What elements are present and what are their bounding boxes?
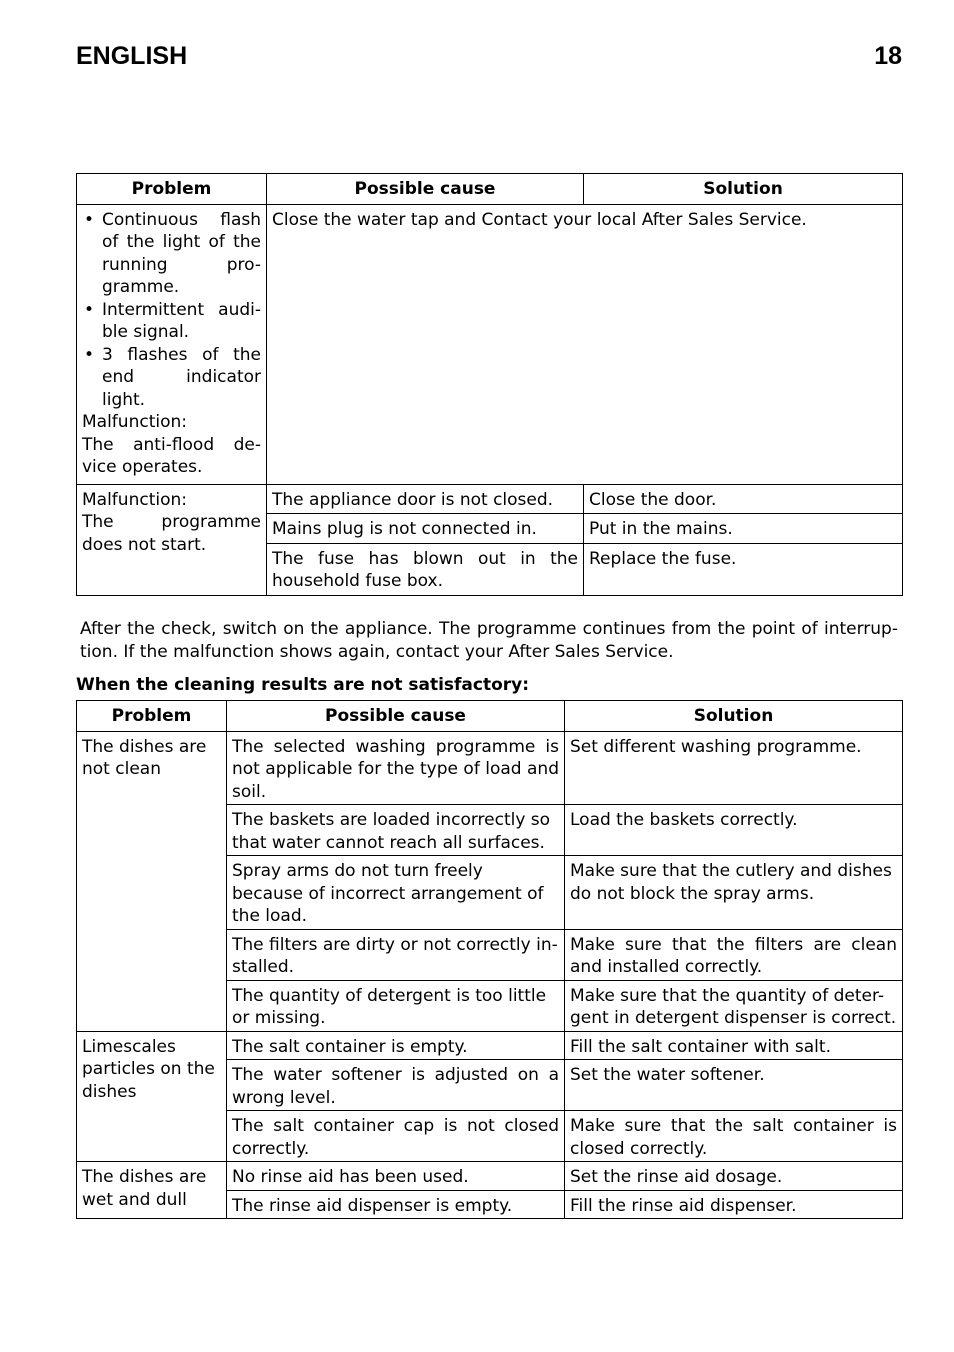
problem-cell: Limescales particles on the dishes <box>77 1031 227 1162</box>
list-item: • Continuous flash of the light of the running pro-gramme. <box>82 209 261 299</box>
solution-cell: Fill the rinse aid dispenser. <box>565 1190 903 1219</box>
column-header-possible-cause: Possible cause <box>227 701 565 732</box>
cause-cell: The selected washing programme is not applicable for the type of load and soil. <box>227 731 565 805</box>
page-number: 18 <box>874 42 902 70</box>
column-header-solution: Solution <box>584 174 903 205</box>
problem-cell <box>77 204 267 484</box>
cause-cell: The quantity of detergent is too little or missing. <box>227 980 565 1031</box>
list-item: • Intermittent audi-ble signal. <box>82 299 261 344</box>
table-row <box>77 731 903 805</box>
list-item: • 3 flashes of the end indicator light. <box>82 344 261 412</box>
malfunction-text: The programme does not start. <box>82 512 261 555</box>
table-row <box>77 484 903 514</box>
problem-bullet-list <box>82 209 261 412</box>
cause-cell: Mains plug is not connected in. <box>267 514 584 544</box>
solution-cell: Close the door. <box>584 484 903 514</box>
cause-cell: The water softener is adjusted on a wrong level. <box>227 1060 565 1111</box>
cause-cell: The fuse has blown out in the household fuse box. <box>267 543 584 595</box>
cause-cell: The appliance door is not closed. <box>267 484 584 514</box>
malfunction-label: Malfunction: <box>82 489 187 510</box>
solution-cell: Fill the salt container with salt. <box>565 1031 903 1060</box>
problem-cell: The dishes are wet and dull <box>77 1162 227 1219</box>
table-row <box>77 1031 903 1060</box>
solution-cell: Replace the fuse. <box>584 543 903 595</box>
cause-cell: The filters are dirty or not correctly in-stalled. <box>227 929 565 980</box>
problem-cell: The dishes are not clean <box>77 731 227 1031</box>
problem-cell <box>77 484 267 595</box>
solution-cell: Set the water softener. <box>565 1060 903 1111</box>
cause-cell: The salt container is empty. <box>227 1031 565 1060</box>
solution-cell: Make sure that the salt container is closed correctly. <box>565 1111 903 1162</box>
troubleshooting-table-cleaning-results <box>76 700 903 1219</box>
cause-cell: The salt container cap is not closed correctly. <box>227 1111 565 1162</box>
column-header-solution: Solution <box>565 701 903 732</box>
cause-cell: The baskets are loaded incorrectly so that water cannot reach all surfaces. <box>227 805 565 856</box>
solution-cell: Set different washing programme. <box>565 731 903 805</box>
after-check-note: After the check, switch on the appliance. The programme continues from the point of interrup-tion. If the malfunction shows again, contact your After Sales Service. <box>80 619 898 662</box>
column-header-problem: Problem <box>77 701 227 732</box>
solution-cell: Make sure that the filters are clean and installed correctly. <box>565 929 903 980</box>
malfunction-text: The anti-flood de-vice operates. <box>82 434 261 477</box>
page-header <box>76 42 902 71</box>
solution-cell: Put in the mains. <box>584 514 903 544</box>
table-row <box>77 1162 903 1191</box>
table-header-row <box>77 174 903 205</box>
language-label: ENGLISH <box>76 42 188 70</box>
cause-solution-cell: Close the water tap and Contact your local After Sales Service. <box>267 204 903 484</box>
table-row <box>77 204 903 484</box>
cause-cell: The rinse aid dispenser is empty. <box>227 1190 565 1219</box>
solution-cell: Set the rinse aid dosage. <box>565 1162 903 1191</box>
solution-cell: Make sure that the cutlery and dishes do not block the spray arms. <box>565 856 903 930</box>
solution-cell: Make sure that the quantity of deter-gent in detergent dispenser is correct. <box>565 980 903 1031</box>
table-header-row <box>77 701 903 732</box>
malfunction-label: Malfunction: <box>82 412 187 432</box>
column-header-possible-cause: Possible cause <box>267 174 584 205</box>
troubleshooting-table-malfunctions <box>76 173 903 596</box>
section-heading: When the cleaning results are not satisfactory: <box>76 675 530 695</box>
cause-cell: Spray arms do not turn freely because of incorrect arrangement of the load. <box>227 856 565 930</box>
cause-cell: No rinse aid has been used. <box>227 1162 565 1191</box>
solution-cell: Load the baskets correctly. <box>565 805 903 856</box>
column-header-problem: Problem <box>77 174 267 205</box>
